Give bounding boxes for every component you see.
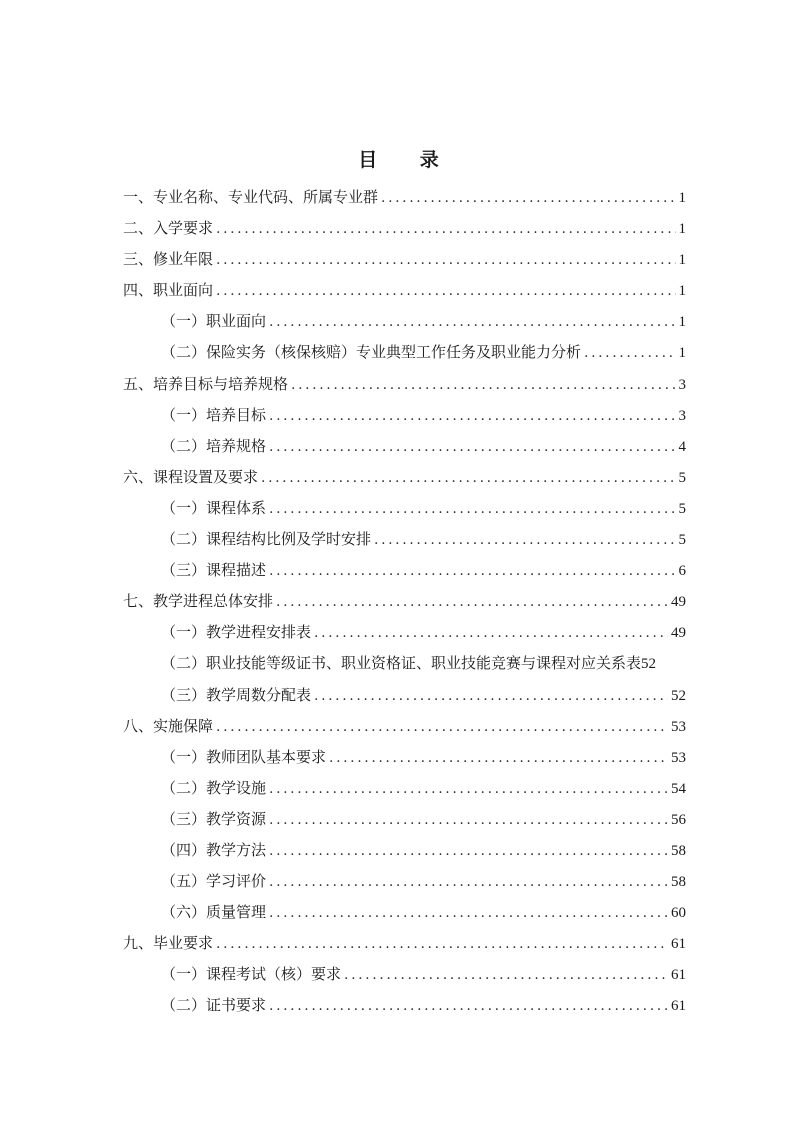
toc-entry-label: （二）课程结构比例及学时安排: [161, 530, 372, 549]
toc-entry-page-number: 49: [671, 594, 686, 611]
toc-entry-label: 九、毕业要求: [123, 934, 214, 953]
dot-leader: [291, 370, 675, 401]
toc-entry-page-number: 61: [671, 936, 686, 953]
dot-leader: [314, 681, 668, 712]
toc-entry-page-number: 1: [678, 221, 686, 238]
toc-entry-page-number: 5: [678, 469, 686, 486]
toc-entry-label: （一）职业面向: [161, 312, 267, 331]
toc-entry-label: （二）保险实务（核保核赔）专业典型工作任务及职业能力分析: [161, 343, 582, 362]
toc-entry-label: （五）学习评价: [161, 872, 267, 891]
toc-entry-page-number: 6: [678, 563, 686, 580]
toc-entry-label: 七、教学进程总体安排: [123, 592, 274, 611]
toc-entry-label: （二）培养规格: [161, 436, 267, 455]
toc-entry[interactable]: [123, 431, 686, 462]
toc-entry[interactable]: [123, 244, 686, 275]
toc-entry-page-number: 3: [678, 376, 686, 393]
dot-leader: [269, 774, 668, 805]
toc-entry-label: （三）课程描述: [161, 561, 267, 580]
toc-entry[interactable]: [123, 369, 686, 400]
toc-entry-page-number: 3: [678, 407, 686, 424]
dot-leader: [269, 494, 675, 525]
toc-entry[interactable]: [123, 959, 686, 990]
toc-entry-page-number: 49: [671, 625, 686, 642]
toc-entry-label: （三）教学周数分配表: [161, 685, 312, 704]
toc-entry[interactable]: [123, 773, 686, 804]
toc-entry[interactable]: [123, 586, 686, 617]
toc-entry[interactable]: [123, 680, 686, 711]
dot-leader: [584, 338, 675, 369]
toc-entry-page-number: 1: [678, 314, 686, 331]
toc-entry-page-number: 60: [671, 905, 686, 922]
toc-entry-page-number: 52: [641, 656, 657, 673]
dot-leader: [276, 587, 668, 618]
dot-leader: [314, 618, 668, 649]
toc-entry-page-number: 58: [671, 874, 686, 891]
dot-leader: [216, 712, 668, 743]
toc-entry-page-number: 5: [678, 532, 686, 549]
toc-entry-label: 三、修业年限: [123, 250, 214, 269]
toc-entry[interactable]: [123, 835, 686, 866]
dot-leader: [269, 991, 668, 1022]
toc-entry[interactable]: [123, 897, 686, 928]
toc-entry-label: （一）教学进程安排表: [161, 623, 312, 642]
dot-leader: [269, 556, 675, 587]
dot-leader: [381, 183, 675, 214]
dot-leader: [216, 245, 675, 276]
dot-leader: [261, 463, 675, 494]
toc-entry-page-number: 58: [671, 842, 686, 859]
dot-leader: [269, 836, 668, 867]
toc-entry-label: （三）教学资源: [161, 809, 267, 828]
toc-entry-label: （四）教学方法: [161, 840, 267, 859]
toc-title: 目 录: [358, 149, 457, 171]
toc-entry-page-number: 5: [678, 500, 686, 517]
toc-entry-label: （一）教师团队基本要求: [161, 747, 327, 766]
toc-entry[interactable]: [123, 711, 686, 742]
dot-leader: [269, 401, 675, 432]
toc-entry-label: （六）质量管理: [161, 903, 267, 922]
toc-entry-label: （二）教学设施: [161, 778, 267, 797]
toc-entry-label: （二）证书要求: [161, 996, 267, 1015]
dot-leader: [216, 214, 675, 245]
toc-entry[interactable]: [123, 275, 686, 306]
toc-entry-page-number: 53: [671, 749, 686, 766]
toc-entry[interactable]: [123, 804, 686, 835]
dot-leader: [269, 432, 675, 463]
toc-entry[interactable]: [123, 182, 686, 213]
toc-entry[interactable]: [123, 648, 686, 679]
dot-leader: [329, 743, 668, 774]
toc-entry-page-number: 54: [671, 780, 686, 797]
dot-leader: [344, 960, 668, 991]
toc-entry-page-number: 61: [671, 967, 686, 984]
dot-leader: [269, 898, 668, 929]
toc-entry-label: （一）课程考试（核）要求: [161, 965, 342, 984]
toc-entry-label: 一、专业名称、专业代码、所属专业群: [123, 188, 379, 206]
toc-entry-page-number: 4: [678, 438, 686, 455]
toc-entry[interactable]: [123, 742, 686, 773]
toc-entry[interactable]: [123, 928, 686, 959]
dot-leader: [269, 805, 668, 836]
toc-entry-page-number: 53: [671, 718, 686, 735]
toc-entry-label: 八、实施保障: [123, 716, 214, 735]
toc-entry[interactable]: [123, 462, 686, 493]
toc-entry-page-number: 1: [678, 283, 686, 300]
toc-entry[interactable]: [123, 337, 686, 368]
toc-entry-page-number: 1: [678, 345, 686, 362]
toc-entry-label: （二）职业技能等级证书、职业资格证、职业技能竞赛与课程对应关系表: [161, 654, 642, 673]
toc-entry-page-number: 52: [671, 687, 686, 704]
toc-entry-label: 二、入学要求: [123, 219, 214, 238]
toc-entry[interactable]: [123, 617, 686, 648]
toc-entry-page-number: 56: [671, 811, 686, 828]
toc-entry[interactable]: [123, 493, 686, 524]
toc-entry-label: 五、培养目标与培养规格: [123, 374, 289, 393]
toc-entry[interactable]: [123, 990, 686, 1021]
toc-entry-page-number: 61: [671, 998, 686, 1015]
toc-entry-label: 四、职业面向: [123, 281, 214, 300]
toc-entry-page-number: 1: [678, 190, 686, 206]
table-of-contents: [123, 182, 686, 1022]
toc-entry[interactable]: [123, 524, 686, 555]
toc-entry[interactable]: [123, 400, 686, 431]
toc-entry-label: 六、课程设置及要求: [123, 467, 259, 486]
dot-leader: [216, 929, 668, 960]
toc-entry-label: （一）课程体系: [161, 498, 267, 517]
toc-entry-page-number: 1: [678, 252, 686, 269]
dot-leader: [269, 867, 668, 898]
dot-leader: [374, 525, 675, 556]
toc-entry-label: （一）培养目标: [161, 405, 267, 424]
toc-entry[interactable]: [123, 306, 686, 337]
toc-entry[interactable]: [123, 866, 686, 897]
toc-entry[interactable]: [123, 555, 686, 586]
toc-entry[interactable]: [123, 213, 686, 244]
dot-leader: [216, 276, 675, 307]
dot-leader: [269, 307, 675, 338]
